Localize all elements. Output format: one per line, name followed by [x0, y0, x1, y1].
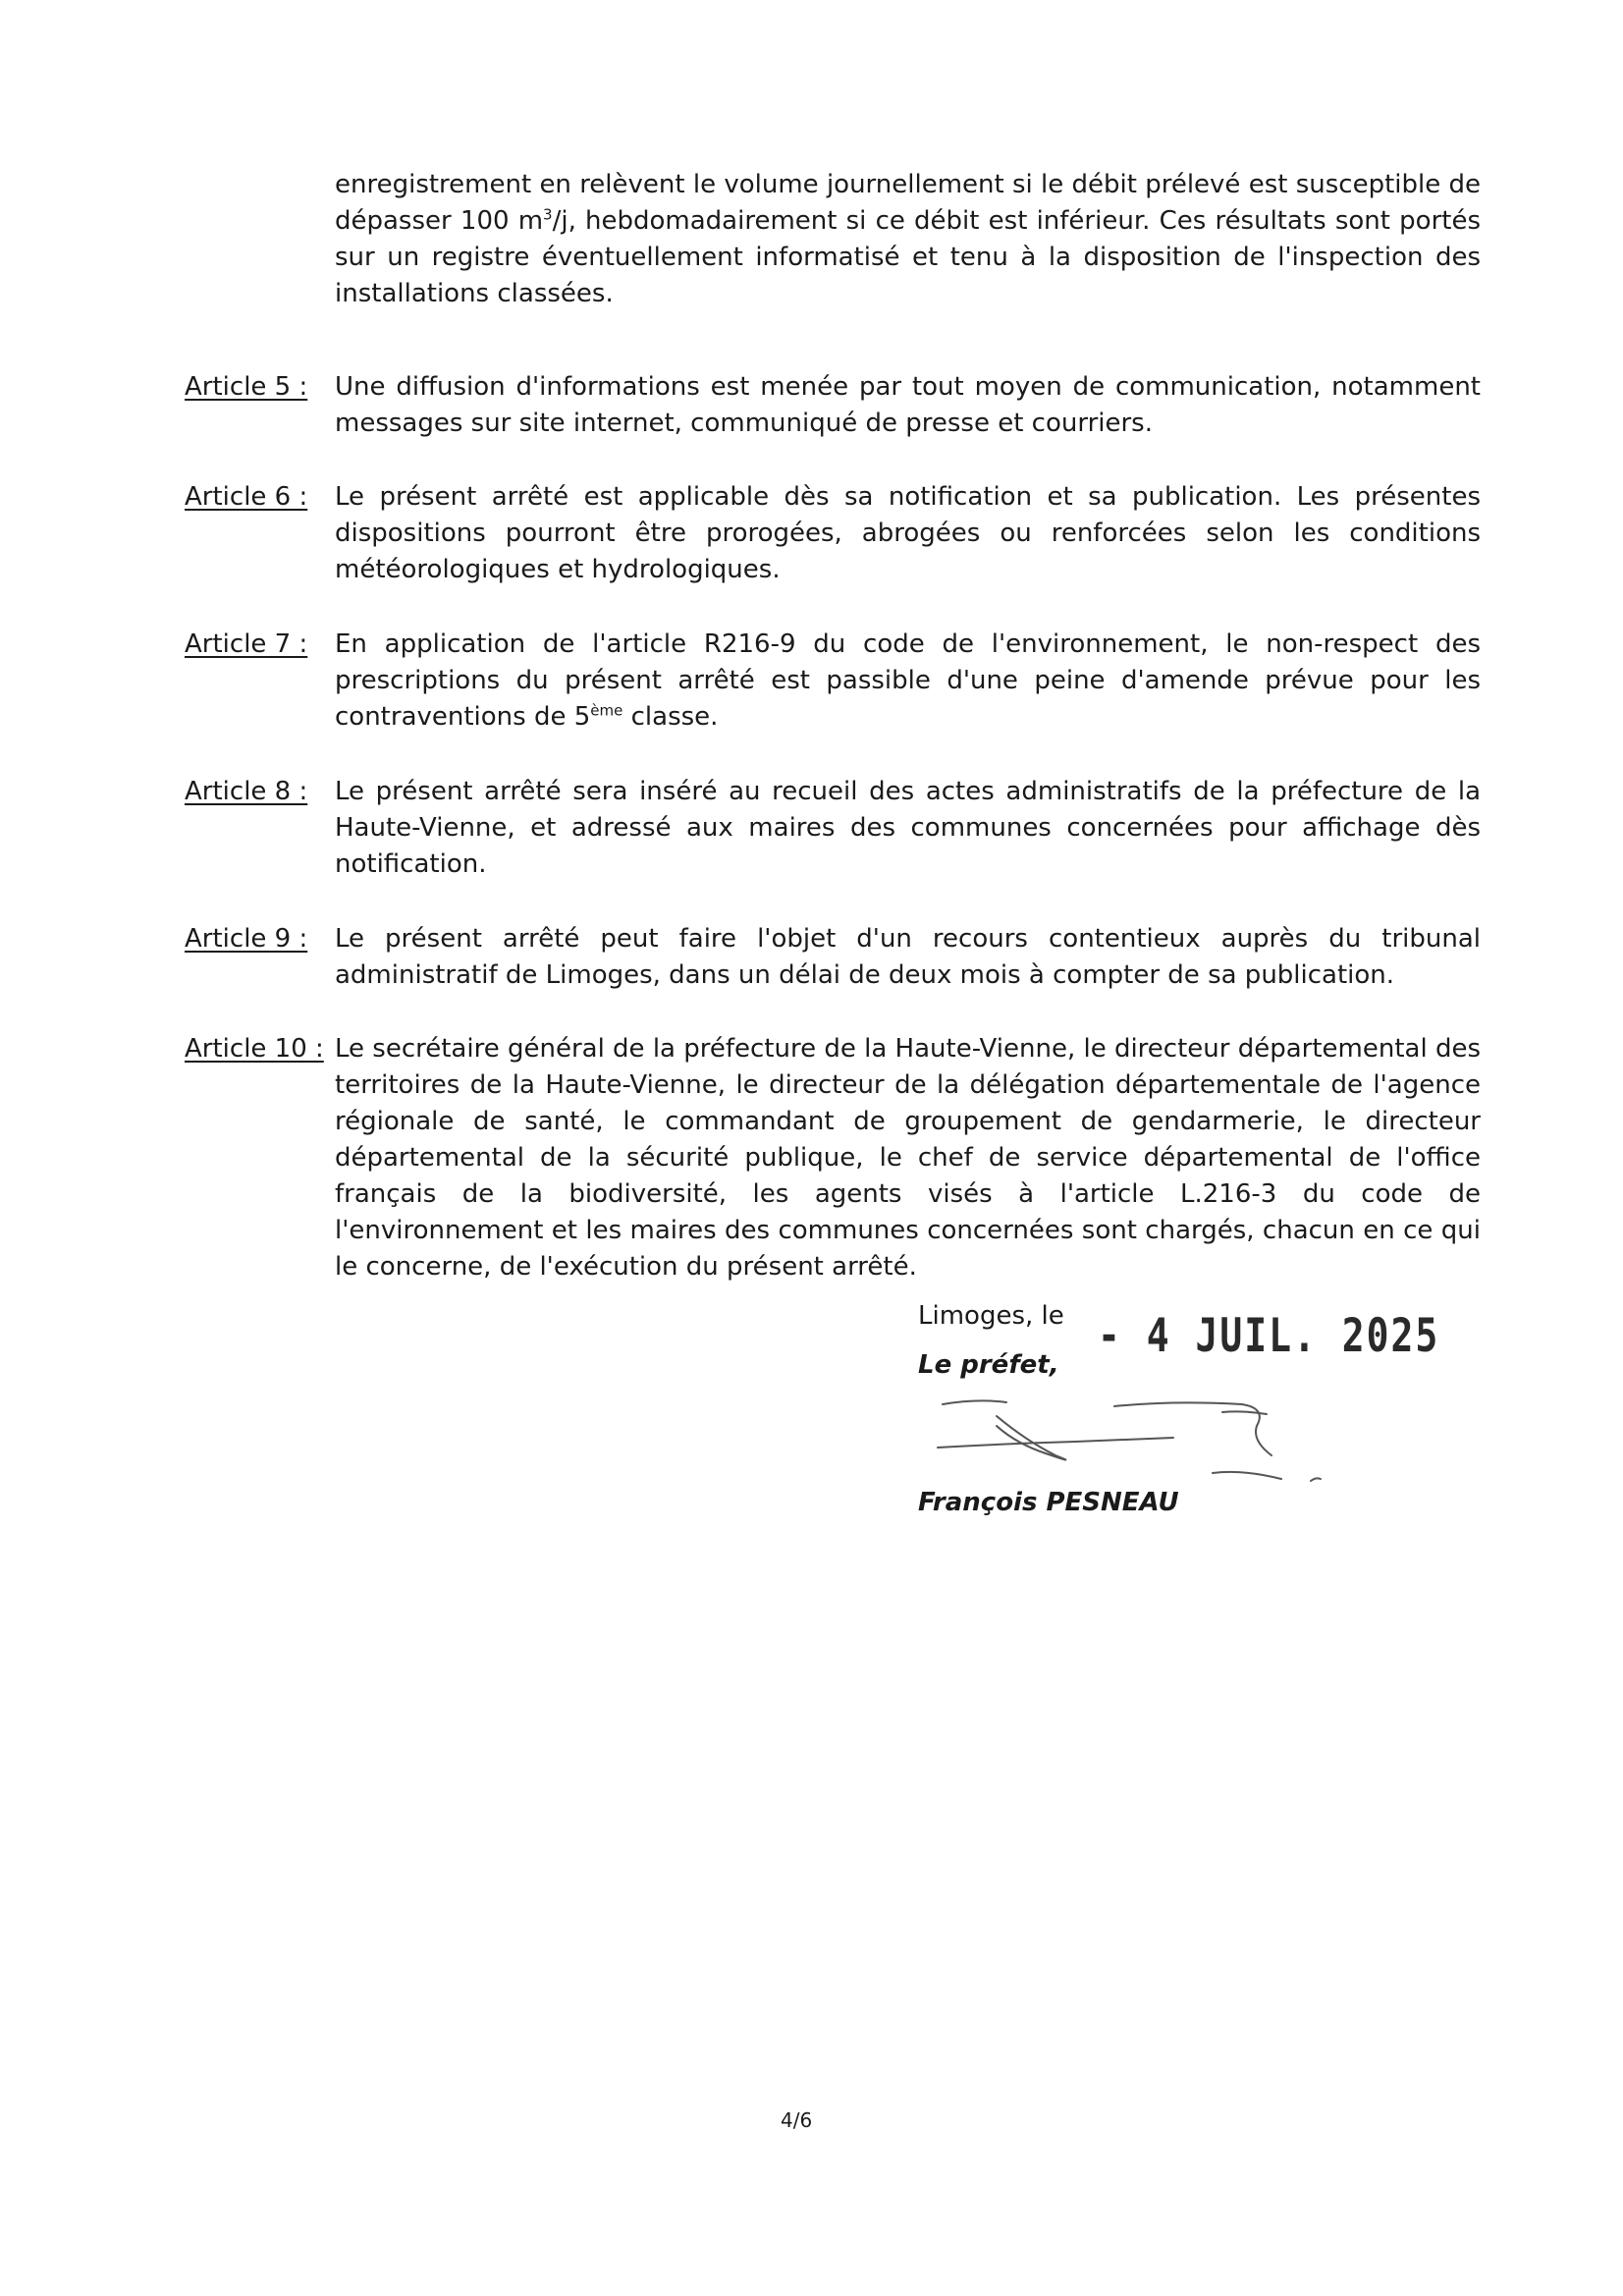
signature-title: Le préfet, [918, 1350, 1059, 1380]
article-8-text: Le présent arrêté sera inséré au recueil des actes administratifs de la préfecture de la Haute-Vienne, et adressé aux maires des communes concernées pour affichage dès notification. [335, 777, 1481, 879]
article-8-label: Article 8 : [185, 777, 308, 806]
article-7-text-b: classe. [622, 702, 719, 732]
article-10-label: Article 10 : [185, 1034, 324, 1064]
intro-superscript: 3 [543, 205, 553, 224]
article-7-text [335, 627, 1481, 736]
article-7-superscript: ème [590, 701, 623, 720]
intro-paragraph [335, 167, 1481, 312]
page-number: 4/6 [781, 2108, 813, 2132]
signatory-name: François PESNEAU [918, 1488, 1179, 1517]
article-10-text: Le secrétaire général de la préfecture de la Haute-Vienne, le directeur départemental des territoires de la Haute-Vienne, le directeur de la délégation départementale de l'agence régionale de santé, le commandant de groupement de gendarmerie, le directeur départemental de la sécurité publique, le chef de service départemental de l'office français de la biodiversité, les agents visés à l'article L.216-3 du code de l'environnement et les maires des communes concernées sont chargés, chacun en ce qui le concerne, de l'exécution du présent arrêté. [335, 1034, 1481, 1282]
intro-text-a: enregistrement en relèvent le volume journellement si le débit prélevé est susceptible de dépasser 100 m [335, 170, 1481, 236]
article-6-text: Le présent arrêté est applicable dès sa notification et sa publication. Les présentes dispositions pourront être prorogées, abrogées ou renforcées selon les conditions météorologiques et hydrologiques. [335, 482, 1481, 584]
article-5-label: Article 5 : [185, 372, 308, 402]
article-5-text: Une diffusion d'informations est menée par tout moyen de communication, notamment messages sur site internet, communiqué de presse et courriers. [335, 372, 1481, 438]
article-6-label: Article 6 : [185, 482, 308, 512]
article-9-label: Article 9 : [185, 924, 308, 954]
article-7-label: Article 7 : [185, 629, 308, 659]
signature-place: Limoges, le [918, 1301, 1064, 1331]
article-7-text-a: En application de l'article R216-9 du code de l'environnement, le non-respect des prescriptions du présent arrêté est passible d'une peine d'amende prévue pour les contraventions de 5 [335, 629, 1481, 732]
article-9-text: Le présent arrêté peut faire l'objet d'un recours contentieux auprès du tribunal administratif de Limoges, dans un délai de deux mois à compter de sa publication. [335, 924, 1481, 990]
date-stamp: - 4 JUIL. 2025 [1098, 1308, 1440, 1362]
intro-text-b: /j, hebdomadairement si ce débit est inférieur. Ces résultats sont portés sur un registre éventuellement informatisé et tenu à la disposition de l'inspection des installations classées. [335, 206, 1482, 308]
